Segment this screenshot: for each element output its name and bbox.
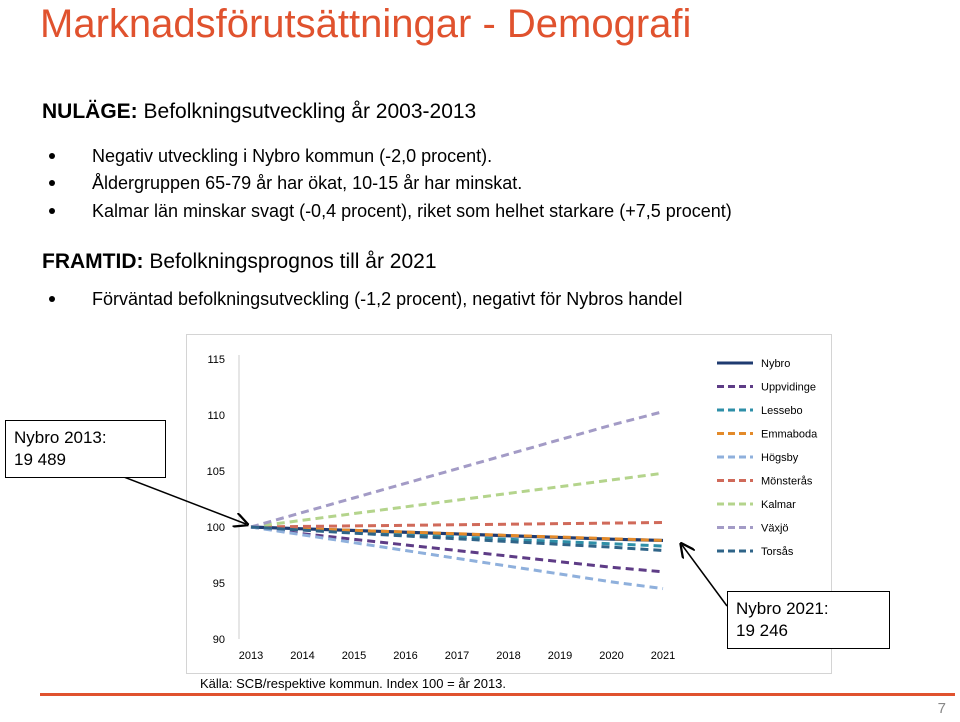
framtid-text: Befolkningsprognos till år 2021 xyxy=(143,250,437,273)
nulage-label: NULÄGE: xyxy=(42,100,138,123)
callout-2021-line2: 19 246 xyxy=(736,621,788,640)
x-tick-label: 2017 xyxy=(444,650,470,662)
legend-label: Torsås xyxy=(761,546,794,558)
x-tick-label: 2018 xyxy=(496,650,521,662)
slide-title: Marknadsförutsättningar - Demografi xyxy=(40,2,692,46)
nulage-bullet-1: Negativ utveckling i Nybro kommun (-2,0 procent). xyxy=(92,146,493,166)
framtid-bullet-1: Förväntad befolkningsutveckling (-1,2 procent), negativt för Nybros handel xyxy=(92,289,683,309)
x-tick-label: 2021 xyxy=(650,650,676,662)
arrow-2021 xyxy=(682,545,727,606)
legend-label: Emmaboda xyxy=(761,428,818,441)
legend-label: Nybro xyxy=(761,358,791,370)
x-tick-label: 2019 xyxy=(547,650,573,662)
legend-label: Mönsterås xyxy=(761,475,813,488)
y-tick-label: 95 xyxy=(212,578,225,590)
legend-label: Högsby xyxy=(761,452,799,464)
y-tick-label: 110 xyxy=(207,410,225,422)
x-tick-label: 2016 xyxy=(393,650,418,662)
y-tick-label: 100 xyxy=(206,522,225,534)
page-number: 7 xyxy=(937,700,946,717)
callout-2021-line1: Nybro 2021: xyxy=(736,599,829,618)
framtid-label: FRAMTID: xyxy=(42,250,144,273)
x-tick-label: 2020 xyxy=(599,650,624,662)
legend-label: Kalmar xyxy=(761,499,796,511)
nulage-bullet-3: Kalmar län minskar svagt (-0,4 procent), riket som helhet starkare (+7,5 procent) xyxy=(92,201,732,221)
x-tick-label: 2015 xyxy=(341,650,367,662)
footer-accent-line xyxy=(40,693,955,696)
nulage-bullet-2: Åldergruppen 65-79 år har ökat, 10-15 år har minskat. xyxy=(92,173,523,193)
legend-label: Lessebo xyxy=(761,405,803,417)
x-tick-label: 2013 xyxy=(238,650,264,662)
source-note: Källa: SCB/respektive kommun. Index 100 = år 2013. xyxy=(200,676,507,691)
callout-nybro-2021 xyxy=(727,591,890,649)
legend-label: Växjö xyxy=(761,522,789,535)
x-tick-label: 2014 xyxy=(290,650,315,662)
y-tick-label: 115 xyxy=(207,354,225,366)
callout-2013-line2: 19 489 xyxy=(14,450,66,469)
arrow-2013 xyxy=(124,477,246,524)
nulage-text: Befolkningsutveckling år 2003-2013 xyxy=(137,100,477,123)
y-tick-label: 90 xyxy=(212,634,225,646)
y-tick-label: 105 xyxy=(206,466,225,478)
callout-nybro-2013 xyxy=(5,420,166,478)
legend-label: Uppvidinge xyxy=(761,381,817,394)
callout-2013-line1: Nybro 2013: xyxy=(14,428,107,447)
